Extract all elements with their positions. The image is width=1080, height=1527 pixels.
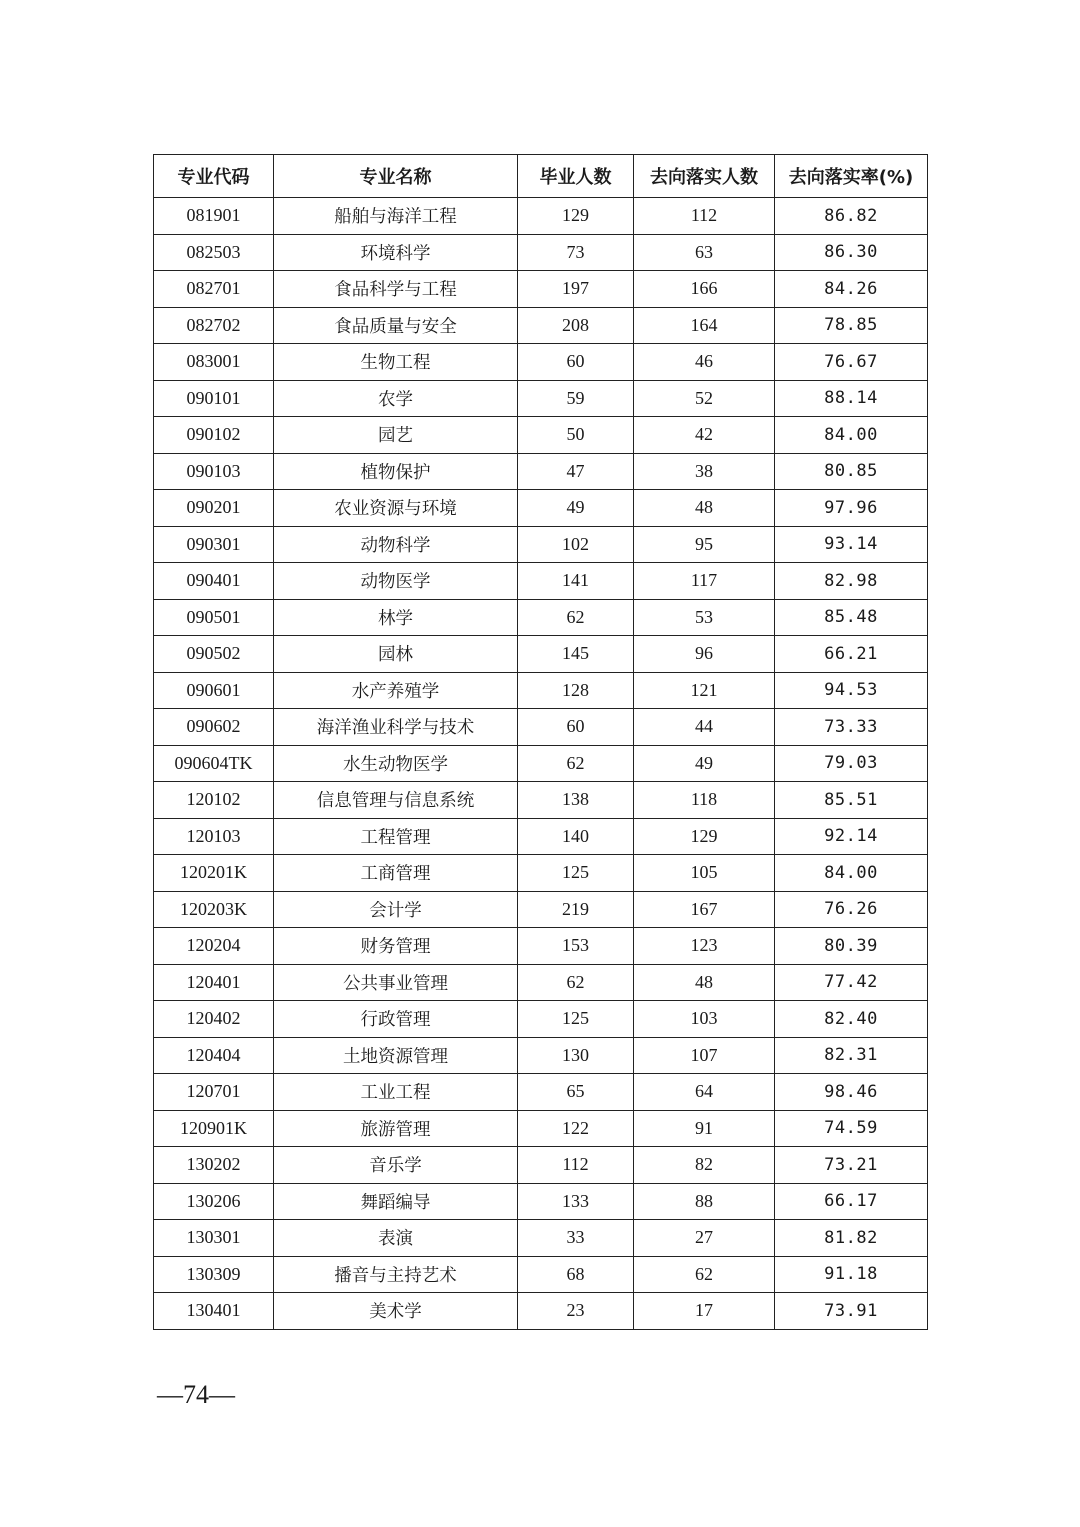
cell-major-code: 120201K <box>154 855 274 892</box>
cell-major-code: 120901K <box>154 1110 274 1147</box>
header-placement-rate: 去向落实率(%) <box>775 155 928 198</box>
cell-major-name: 生物工程 <box>274 344 518 381</box>
cell-graduates: 125 <box>518 855 634 892</box>
cell-graduates: 50 <box>518 417 634 454</box>
cell-graduates: 62 <box>518 745 634 782</box>
table-row <box>154 709 928 746</box>
table-row <box>154 1293 928 1330</box>
cell-major-name: 公共事业管理 <box>274 964 518 1001</box>
cell-placement-rate: 82.31 <box>775 1037 928 1074</box>
cell-placement-rate: 91.18 <box>775 1256 928 1293</box>
table-row <box>154 198 928 235</box>
cell-major-name: 财务管理 <box>274 928 518 965</box>
table-row <box>154 271 928 308</box>
cell-placed-count: 91 <box>634 1110 775 1147</box>
cell-graduates: 130 <box>518 1037 634 1074</box>
cell-placement-rate: 84.00 <box>775 855 928 892</box>
cell-placement-rate: 86.82 <box>775 198 928 235</box>
cell-placement-rate: 76.26 <box>775 891 928 928</box>
cell-placement-rate: 66.17 <box>775 1183 928 1220</box>
table-row <box>154 453 928 490</box>
table-row <box>154 1037 928 1074</box>
cell-graduates: 140 <box>518 818 634 855</box>
cell-major-name: 动物科学 <box>274 526 518 563</box>
cell-placement-rate: 88.14 <box>775 380 928 417</box>
cell-graduates: 60 <box>518 344 634 381</box>
cell-graduates: 112 <box>518 1147 634 1184</box>
cell-placed-count: 17 <box>634 1293 775 1330</box>
cell-placement-rate: 66.21 <box>775 636 928 673</box>
cell-placed-count: 44 <box>634 709 775 746</box>
cell-placement-rate: 82.40 <box>775 1001 928 1038</box>
cell-placed-count: 112 <box>634 198 775 235</box>
table-row <box>154 234 928 271</box>
cell-graduates: 138 <box>518 782 634 819</box>
cell-major-code: 090301 <box>154 526 274 563</box>
cell-placed-count: 27 <box>634 1220 775 1257</box>
cell-placement-rate: 80.85 <box>775 453 928 490</box>
cell-graduates: 60 <box>518 709 634 746</box>
cell-graduates: 125 <box>518 1001 634 1038</box>
table-row <box>154 1147 928 1184</box>
cell-major-code: 120701 <box>154 1074 274 1111</box>
cell-placed-count: 62 <box>634 1256 775 1293</box>
cell-major-name: 工程管理 <box>274 818 518 855</box>
header-major-code: 专业代码 <box>154 155 274 198</box>
table-row <box>154 855 928 892</box>
cell-major-name: 土地资源管理 <box>274 1037 518 1074</box>
cell-major-code: 081901 <box>154 198 274 235</box>
table-row <box>154 964 928 1001</box>
cell-major-name: 动物医学 <box>274 563 518 600</box>
table-body <box>154 198 928 1330</box>
cell-placement-rate: 97.96 <box>775 490 928 527</box>
cell-major-name: 园林 <box>274 636 518 673</box>
cell-placed-count: 52 <box>634 380 775 417</box>
cell-placed-count: 46 <box>634 344 775 381</box>
cell-major-name: 水生动物医学 <box>274 745 518 782</box>
cell-graduates: 145 <box>518 636 634 673</box>
cell-major-name: 林学 <box>274 599 518 636</box>
table-row <box>154 1001 928 1038</box>
cell-major-name: 行政管理 <box>274 1001 518 1038</box>
cell-placement-rate: 86.30 <box>775 234 928 271</box>
cell-placed-count: 48 <box>634 964 775 1001</box>
cell-placed-count: 64 <box>634 1074 775 1111</box>
table-row <box>154 891 928 928</box>
table-row <box>154 1183 928 1220</box>
cell-graduates: 129 <box>518 198 634 235</box>
cell-placed-count: 103 <box>634 1001 775 1038</box>
cell-graduates: 133 <box>518 1183 634 1220</box>
cell-major-code: 130309 <box>154 1256 274 1293</box>
cell-major-code: 090103 <box>154 453 274 490</box>
cell-placed-count: 164 <box>634 307 775 344</box>
cell-major-code: 120401 <box>154 964 274 1001</box>
table-row <box>154 417 928 454</box>
cell-graduates: 59 <box>518 380 634 417</box>
cell-major-name: 信息管理与信息系统 <box>274 782 518 819</box>
table-header-row <box>154 155 928 198</box>
table-row <box>154 563 928 600</box>
cell-major-code: 090102 <box>154 417 274 454</box>
cell-placed-count: 49 <box>634 745 775 782</box>
table-row <box>154 636 928 673</box>
cell-placed-count: 95 <box>634 526 775 563</box>
cell-graduates: 65 <box>518 1074 634 1111</box>
cell-placement-rate: 85.51 <box>775 782 928 819</box>
cell-major-code: 120404 <box>154 1037 274 1074</box>
cell-graduates: 62 <box>518 599 634 636</box>
cell-placement-rate: 73.21 <box>775 1147 928 1184</box>
cell-graduates: 197 <box>518 271 634 308</box>
table-row <box>154 1256 928 1293</box>
cell-major-code: 090602 <box>154 709 274 746</box>
cell-graduates: 49 <box>518 490 634 527</box>
cell-major-name: 船舶与海洋工程 <box>274 198 518 235</box>
cell-major-name: 旅游管理 <box>274 1110 518 1147</box>
cell-major-name: 食品科学与工程 <box>274 271 518 308</box>
cell-placement-rate: 76.67 <box>775 344 928 381</box>
table-row <box>154 672 928 709</box>
cell-major-code: 090604TK <box>154 745 274 782</box>
table-row <box>154 307 928 344</box>
cell-placement-rate: 74.59 <box>775 1110 928 1147</box>
table-row <box>154 1110 928 1147</box>
cell-placement-rate: 92.14 <box>775 818 928 855</box>
cell-placement-rate: 77.42 <box>775 964 928 1001</box>
table-row <box>154 928 928 965</box>
header-placed-count: 去向落实人数 <box>634 155 775 198</box>
cell-graduates: 68 <box>518 1256 634 1293</box>
cell-placement-rate: 84.26 <box>775 271 928 308</box>
cell-major-code: 120103 <box>154 818 274 855</box>
cell-major-name: 食品质量与安全 <box>274 307 518 344</box>
employment-table-container <box>153 154 927 1330</box>
cell-placed-count: 88 <box>634 1183 775 1220</box>
cell-major-name: 表演 <box>274 1220 518 1257</box>
cell-major-code: 120204 <box>154 928 274 965</box>
table-row <box>154 818 928 855</box>
cell-major-code: 120102 <box>154 782 274 819</box>
cell-graduates: 23 <box>518 1293 634 1330</box>
cell-placed-count: 63 <box>634 234 775 271</box>
cell-placed-count: 42 <box>634 417 775 454</box>
cell-major-name: 工业工程 <box>274 1074 518 1111</box>
table-row <box>154 1074 928 1111</box>
header-graduates: 毕业人数 <box>518 155 634 198</box>
header-major-name: 专业名称 <box>274 155 518 198</box>
cell-major-code: 130401 <box>154 1293 274 1330</box>
cell-major-name: 园艺 <box>274 417 518 454</box>
cell-major-name: 音乐学 <box>274 1147 518 1184</box>
cell-placed-count: 117 <box>634 563 775 600</box>
cell-placement-rate: 73.91 <box>775 1293 928 1330</box>
cell-major-code: 090401 <box>154 563 274 600</box>
cell-major-code: 090502 <box>154 636 274 673</box>
cell-placement-rate: 93.14 <box>775 526 928 563</box>
cell-placed-count: 105 <box>634 855 775 892</box>
cell-graduates: 153 <box>518 928 634 965</box>
cell-placement-rate: 94.53 <box>775 672 928 709</box>
cell-major-code: 090201 <box>154 490 274 527</box>
cell-graduates: 208 <box>518 307 634 344</box>
cell-major-code: 082503 <box>154 234 274 271</box>
cell-placed-count: 129 <box>634 818 775 855</box>
cell-major-name: 会计学 <box>274 891 518 928</box>
cell-placed-count: 121 <box>634 672 775 709</box>
cell-placed-count: 107 <box>634 1037 775 1074</box>
page-number: —74— <box>157 1380 235 1409</box>
table-row <box>154 782 928 819</box>
cell-major-name: 植物保护 <box>274 453 518 490</box>
table-row <box>154 344 928 381</box>
cell-placement-rate: 81.82 <box>775 1220 928 1257</box>
table-row <box>154 380 928 417</box>
cell-major-code: 130202 <box>154 1147 274 1184</box>
table-row <box>154 1220 928 1257</box>
cell-placed-count: 166 <box>634 271 775 308</box>
cell-major-code: 082702 <box>154 307 274 344</box>
table-row <box>154 526 928 563</box>
cell-placement-rate: 79.03 <box>775 745 928 782</box>
cell-graduates: 47 <box>518 453 634 490</box>
cell-major-name: 舞蹈编导 <box>274 1183 518 1220</box>
cell-placement-rate: 73.33 <box>775 709 928 746</box>
cell-major-code: 120203K <box>154 891 274 928</box>
cell-graduates: 128 <box>518 672 634 709</box>
cell-major-name: 农学 <box>274 380 518 417</box>
cell-major-code: 130206 <box>154 1183 274 1220</box>
cell-placement-rate: 84.00 <box>775 417 928 454</box>
cell-major-code: 090601 <box>154 672 274 709</box>
cell-graduates: 122 <box>518 1110 634 1147</box>
cell-major-name: 海洋渔业科学与技术 <box>274 709 518 746</box>
cell-graduates: 73 <box>518 234 634 271</box>
cell-major-code: 130301 <box>154 1220 274 1257</box>
cell-major-code: 082701 <box>154 271 274 308</box>
cell-placed-count: 82 <box>634 1147 775 1184</box>
employment-table <box>153 154 928 1330</box>
cell-graduates: 219 <box>518 891 634 928</box>
cell-graduates: 33 <box>518 1220 634 1257</box>
cell-major-code: 083001 <box>154 344 274 381</box>
cell-placed-count: 48 <box>634 490 775 527</box>
cell-major-name: 水产养殖学 <box>274 672 518 709</box>
cell-placement-rate: 85.48 <box>775 599 928 636</box>
cell-major-name: 播音与主持艺术 <box>274 1256 518 1293</box>
table-row <box>154 490 928 527</box>
cell-placed-count: 38 <box>634 453 775 490</box>
cell-major-code: 090101 <box>154 380 274 417</box>
cell-graduates: 102 <box>518 526 634 563</box>
cell-placement-rate: 78.85 <box>775 307 928 344</box>
cell-major-code: 090501 <box>154 599 274 636</box>
cell-placed-count: 123 <box>634 928 775 965</box>
cell-major-name: 农业资源与环境 <box>274 490 518 527</box>
cell-major-name: 工商管理 <box>274 855 518 892</box>
table-row <box>154 745 928 782</box>
cell-placed-count: 96 <box>634 636 775 673</box>
cell-graduates: 141 <box>518 563 634 600</box>
cell-placement-rate: 82.98 <box>775 563 928 600</box>
cell-major-name: 环境科学 <box>274 234 518 271</box>
cell-placement-rate: 80.39 <box>775 928 928 965</box>
cell-graduates: 62 <box>518 964 634 1001</box>
cell-placed-count: 53 <box>634 599 775 636</box>
cell-placed-count: 118 <box>634 782 775 819</box>
cell-placed-count: 167 <box>634 891 775 928</box>
cell-major-code: 120402 <box>154 1001 274 1038</box>
cell-placement-rate: 98.46 <box>775 1074 928 1111</box>
cell-major-name: 美术学 <box>274 1293 518 1330</box>
table-row <box>154 599 928 636</box>
